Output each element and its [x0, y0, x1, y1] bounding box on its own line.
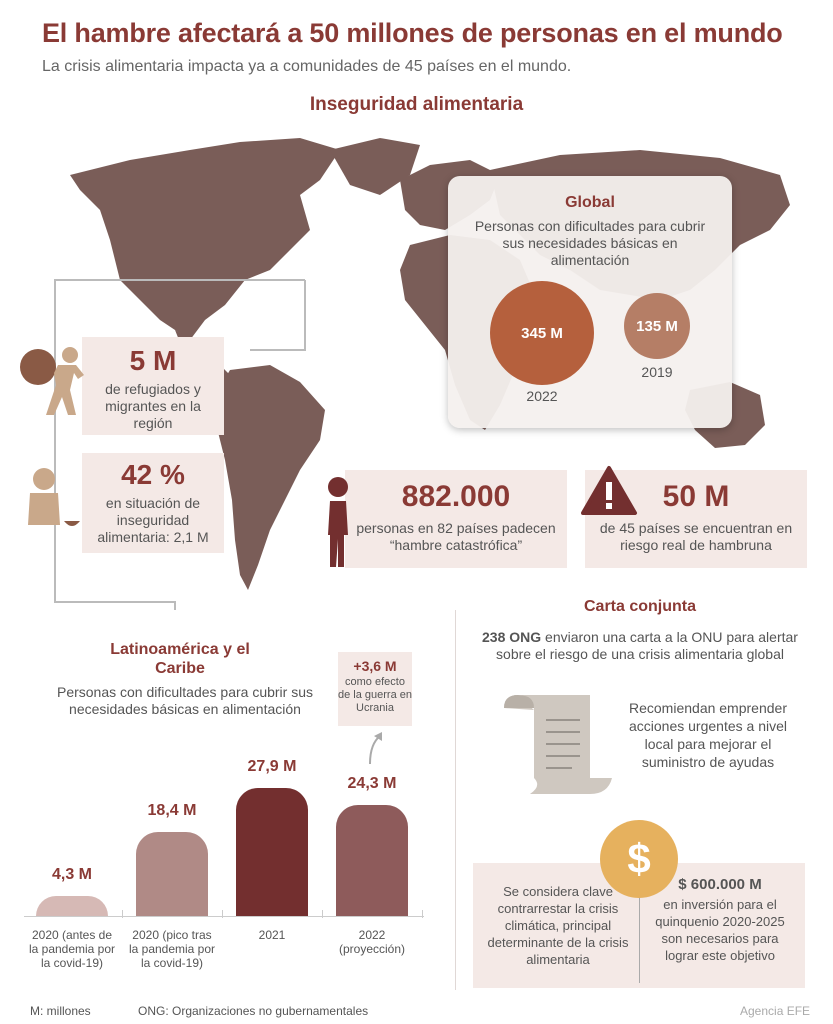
chart-baseline — [24, 916, 424, 917]
catastrophic-text: personas en 82 países padecen “hambre catastrófica” — [356, 520, 556, 553]
page-title: El hambre afectará a 50 millones de personas en el mundo — [42, 18, 783, 48]
investment-block — [645, 876, 795, 964]
global-circle-2019 — [624, 293, 690, 359]
letter-lead — [470, 629, 810, 663]
refugees-box — [82, 337, 224, 435]
chart-bar-value: 4,3 M — [51, 866, 92, 884]
latam-bar-chart — [24, 730, 434, 970]
warning-icon — [580, 465, 638, 517]
refugees-text: de refugiados y migrantes en la región — [105, 381, 201, 431]
famine-text: de 45 países se encuentran en riesgo real de hambruna — [599, 520, 793, 553]
war-note-text: como efecto de la guerra en Ucrania — [338, 676, 412, 714]
global-value-2022: 345 M — [521, 324, 563, 342]
chart-bar-value: 24,3 M — [347, 774, 397, 792]
refugee-icon — [18, 345, 88, 420]
chart-category-label: 2020 (pico tras la pandemia por la covid-19) — [128, 928, 216, 970]
dollar-icon: $ — [627, 835, 651, 882]
south-america-shape — [215, 365, 325, 590]
chart-category-label: 2021 — [258, 928, 286, 942]
footer-units: M: millones — [30, 1004, 91, 1018]
catastrophic-value: 882.000 — [401, 480, 511, 513]
climate-text: Se considera clave contrarrestar la crisis climática, principal determinante de la crisis alimentaria — [487, 884, 629, 967]
chart-bar — [236, 788, 308, 916]
child-icon — [20, 465, 85, 535]
chart-tick — [422, 910, 423, 918]
chart-tick — [122, 910, 123, 918]
chart-bar — [36, 896, 108, 916]
person-icon — [322, 475, 362, 570]
insecurity-text: en situación de inseguridad alimentaria: 2,1 M — [97, 495, 209, 545]
global-circle-2022 — [490, 281, 594, 385]
footer-ong: ONG: Organizaciones no gubernamentales — [138, 1004, 369, 1018]
global-title: Global — [565, 194, 615, 211]
chart-category-label: 2022 (proyección) — [338, 928, 406, 956]
letter-lead-bold: 238 ONG — [482, 629, 542, 645]
footer-source: Agencia EFE — [740, 1004, 811, 1018]
war-note — [338, 652, 412, 726]
investment-text: en inversión para el quinquenio 2020-2025 son necesarios para lograr este objetivo — [655, 897, 785, 963]
map-title: Inseguridad alimentaria — [309, 94, 524, 115]
famine-value: 50 M — [662, 480, 730, 513]
insecurity-box — [82, 453, 224, 553]
global-description: Personas con dificultades para cubrir sus necesidades básicas en alimentación — [474, 218, 706, 268]
chart-bar — [136, 832, 208, 916]
scroll-icon — [500, 690, 618, 800]
north-america-shape — [70, 138, 340, 340]
investment-value: $ 600.000 M — [678, 876, 762, 893]
global-year-2022: 2022 — [526, 388, 558, 404]
war-note-value: +3,6 M — [353, 658, 397, 674]
chart-bar — [336, 805, 408, 916]
page-subtitle: La crisis alimentaria impacta ya a comunidades de 45 países en el mundo. — [42, 58, 572, 75]
letter-lead-rest: enviaron una carta a la ONU para alertar sobre el riesgo de una crisis alimentaria global — [496, 629, 798, 662]
insecurity-value: 42 % — [121, 459, 185, 490]
chart-bar-value: 18,4 M — [147, 801, 197, 819]
letter-recommend: Recomiendan emprender acciones urgentes a nivel local para mejorar el suministro de ayudas — [629, 700, 787, 770]
coin-icon — [600, 820, 678, 898]
chart-category-label: 2020 (antes de la pandemia por la covid-19) — [28, 928, 116, 970]
chart-tick — [322, 910, 323, 918]
latam-description: Personas con dificultades para cubrir sus necesidades básicas en alimentación — [56, 684, 314, 717]
catastrophic-box — [345, 470, 567, 568]
chart-bar-value: 27,9 M — [247, 758, 297, 775]
global-year-2019: 2019 — [641, 364, 673, 380]
chart-tick — [222, 910, 223, 918]
refugees-value: 5 M — [129, 345, 177, 376]
global-panel — [448, 176, 732, 428]
latam-title: Latinoamérica y el Caribe — [110, 641, 250, 677]
letter-title: Carta conjunta — [583, 598, 696, 615]
global-value-2019: 135 M — [636, 317, 678, 335]
